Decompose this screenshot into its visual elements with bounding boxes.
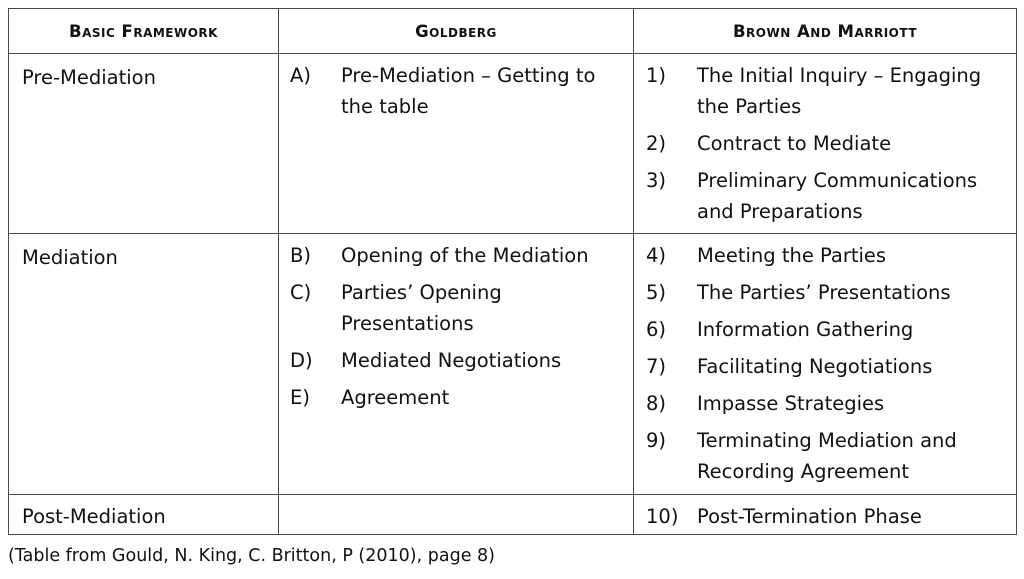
table-header-row xyxy=(9,9,1017,54)
list-item xyxy=(646,60,1012,122)
list-item xyxy=(646,351,1012,382)
list-item xyxy=(646,425,1012,487)
list-item xyxy=(290,382,629,413)
item-text: Opening of the Mediation xyxy=(341,244,589,267)
item-text: Terminating Mediation and Recording Agreement xyxy=(697,429,957,483)
brown-marriott-cell xyxy=(634,495,1017,535)
item-marker: 3) xyxy=(646,169,667,192)
item-marker: 9) xyxy=(646,429,667,452)
item-marker: 8) xyxy=(646,392,667,415)
item-text: Information Gathering xyxy=(697,318,914,341)
list-item xyxy=(290,240,629,271)
item-text: Meeting the Parties xyxy=(697,244,887,267)
item-text: Post-Termination Phase xyxy=(697,505,922,528)
item-marker: 1) xyxy=(646,64,667,87)
header-basic-framework: Basic Framework xyxy=(9,9,279,54)
item-text: Contract to Mediate xyxy=(697,132,892,155)
list-item xyxy=(646,314,1012,345)
framework-cell: Pre-Mediation xyxy=(9,54,279,234)
item-marker: 6) xyxy=(646,318,667,341)
item-marker: 4) xyxy=(646,244,667,267)
header-brown-marriott: Brown And Marriott xyxy=(634,9,1017,54)
goldberg-cell xyxy=(279,234,634,495)
list-item xyxy=(290,277,629,339)
framework-cell: Mediation xyxy=(9,234,279,495)
table-row-mediation xyxy=(9,234,1017,495)
item-text: Pre-Mediation – Getting to the table xyxy=(341,64,596,118)
table-row-pre-mediation xyxy=(9,54,1017,234)
item-marker: 2) xyxy=(646,132,667,155)
header-goldberg: Goldberg xyxy=(279,9,634,54)
list-item xyxy=(646,501,1012,532)
item-text: Preliminary Communications and Preparations xyxy=(697,169,978,223)
item-text: Parties’ Opening Presentations xyxy=(341,281,502,335)
item-marker: B) xyxy=(290,244,311,267)
item-marker: 7) xyxy=(646,355,667,378)
goldberg-cell xyxy=(279,54,634,234)
item-marker: A) xyxy=(290,64,311,87)
item-marker: E) xyxy=(290,386,310,409)
item-marker: D) xyxy=(290,349,313,372)
list-item xyxy=(290,60,629,122)
list-item xyxy=(290,345,629,376)
goldberg-cell xyxy=(279,495,634,535)
item-marker: 10) xyxy=(646,505,679,528)
item-text: The Initial Inquiry – Engaging the Parties xyxy=(697,64,982,118)
item-text: Agreement xyxy=(341,386,450,409)
list-item xyxy=(646,128,1012,159)
brown-marriott-cell xyxy=(634,234,1017,495)
item-marker: C) xyxy=(290,281,312,304)
framework-cell: Post-Mediation xyxy=(9,495,279,535)
item-text: Impasse Strategies xyxy=(697,392,885,415)
table-row-post-mediation xyxy=(9,495,1017,535)
item-text: Mediated Negotiations xyxy=(341,349,562,372)
list-item xyxy=(646,388,1012,419)
list-item xyxy=(646,165,1012,227)
item-marker: 5) xyxy=(646,281,667,304)
brown-marriott-cell xyxy=(634,54,1017,234)
table-caption: (Table from Gould, N. King, C. Britton, P (2010), page 8) xyxy=(8,546,495,566)
list-item xyxy=(646,240,1012,271)
mediation-phases-table xyxy=(8,8,1017,535)
item-text: The Parties’ Presentations xyxy=(697,281,951,304)
list-item xyxy=(646,277,1012,308)
item-text: Facilitating Negotiations xyxy=(697,355,933,378)
